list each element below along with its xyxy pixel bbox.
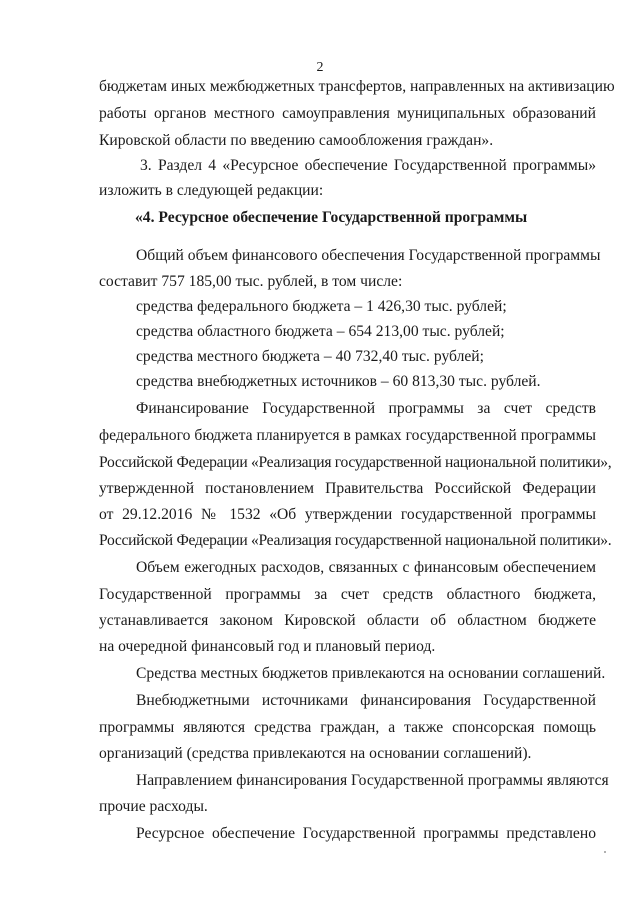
text-line: утвержденной постановлением Правительства Российской Федерации [99, 480, 596, 497]
text-line: средства местного бюджета – 40 732,40 тыс. рублей; [136, 348, 484, 365]
text-line: Финансирование Государственной программы за счет средств [136, 400, 596, 417]
text-line: средства внебюджетных источников – 60 813,30 тыс. рублей. [136, 373, 541, 390]
text-line: программы являются средства граждан, а также спонсорская помощь [99, 719, 596, 736]
text-line: составит 757 185,00 тыс. рублей, в том числе: [99, 273, 403, 290]
text-line: Ресурсное обеспечение Государственной программы представлено [136, 825, 596, 842]
text-line: изложить в следующей редакции: [99, 182, 324, 199]
text-line: организаций (средства привлекаются на основании соглашений). [99, 745, 532, 762]
text-line: Кировской области по введению самообложения граждан». [99, 132, 494, 149]
text-line: Направлением финансирования Государственной программы являются [136, 772, 609, 789]
text-line: бюджетам иных межбюджетных трансфертов, направленных на активизацию [99, 78, 615, 95]
text-line: Средства местных бюджетов привлекаются на основании соглашений. [136, 665, 606, 682]
text-line: Внебюджетными источниками финансирования Государственной [136, 692, 596, 709]
text-line: Российской Федерации «Реализация государственной национальной политики», [99, 454, 612, 471]
text-line: средства областного бюджета – 654 213,00 тыс. рублей; [136, 323, 505, 340]
text-line: Объем ежегодных расходов, связанных с финансовым обеспечением [136, 559, 596, 576]
text-line: устанавливается законом Кировской области об областном бюджете [99, 612, 596, 629]
text-line: Общий объем финансового обеспечения Государственной программы [136, 247, 601, 264]
scan-artifact [604, 851, 606, 853]
text-line: Российской Федерации «Реализация государственной национальной политики». [99, 532, 612, 549]
text-line: от 29.12.2016 № 1532 «Об утверждении государственной программы [99, 506, 596, 523]
text-line: федерального бюджета планируется в рамках государственной программы [99, 427, 596, 444]
section-heading: «4. Ресурсное обеспечение Государственной программы [135, 209, 528, 226]
text-line: прочие расходы. [99, 798, 208, 815]
text-line: работы органов местного самоуправления муниципальных образований [99, 105, 596, 122]
text-line: 3. Раздел 4 «Ресурсное обеспечение Государственной программы» [140, 157, 596, 174]
text-line: Государственной программы за счет средств областного бюджета, [99, 586, 596, 603]
page-number: 2 [316, 60, 324, 75]
text-line: средства федерального бюджета – 1 426,30 тыс. рублей; [136, 298, 507, 315]
text-line: на очередной финансовый год и плановый период. [99, 638, 436, 655]
